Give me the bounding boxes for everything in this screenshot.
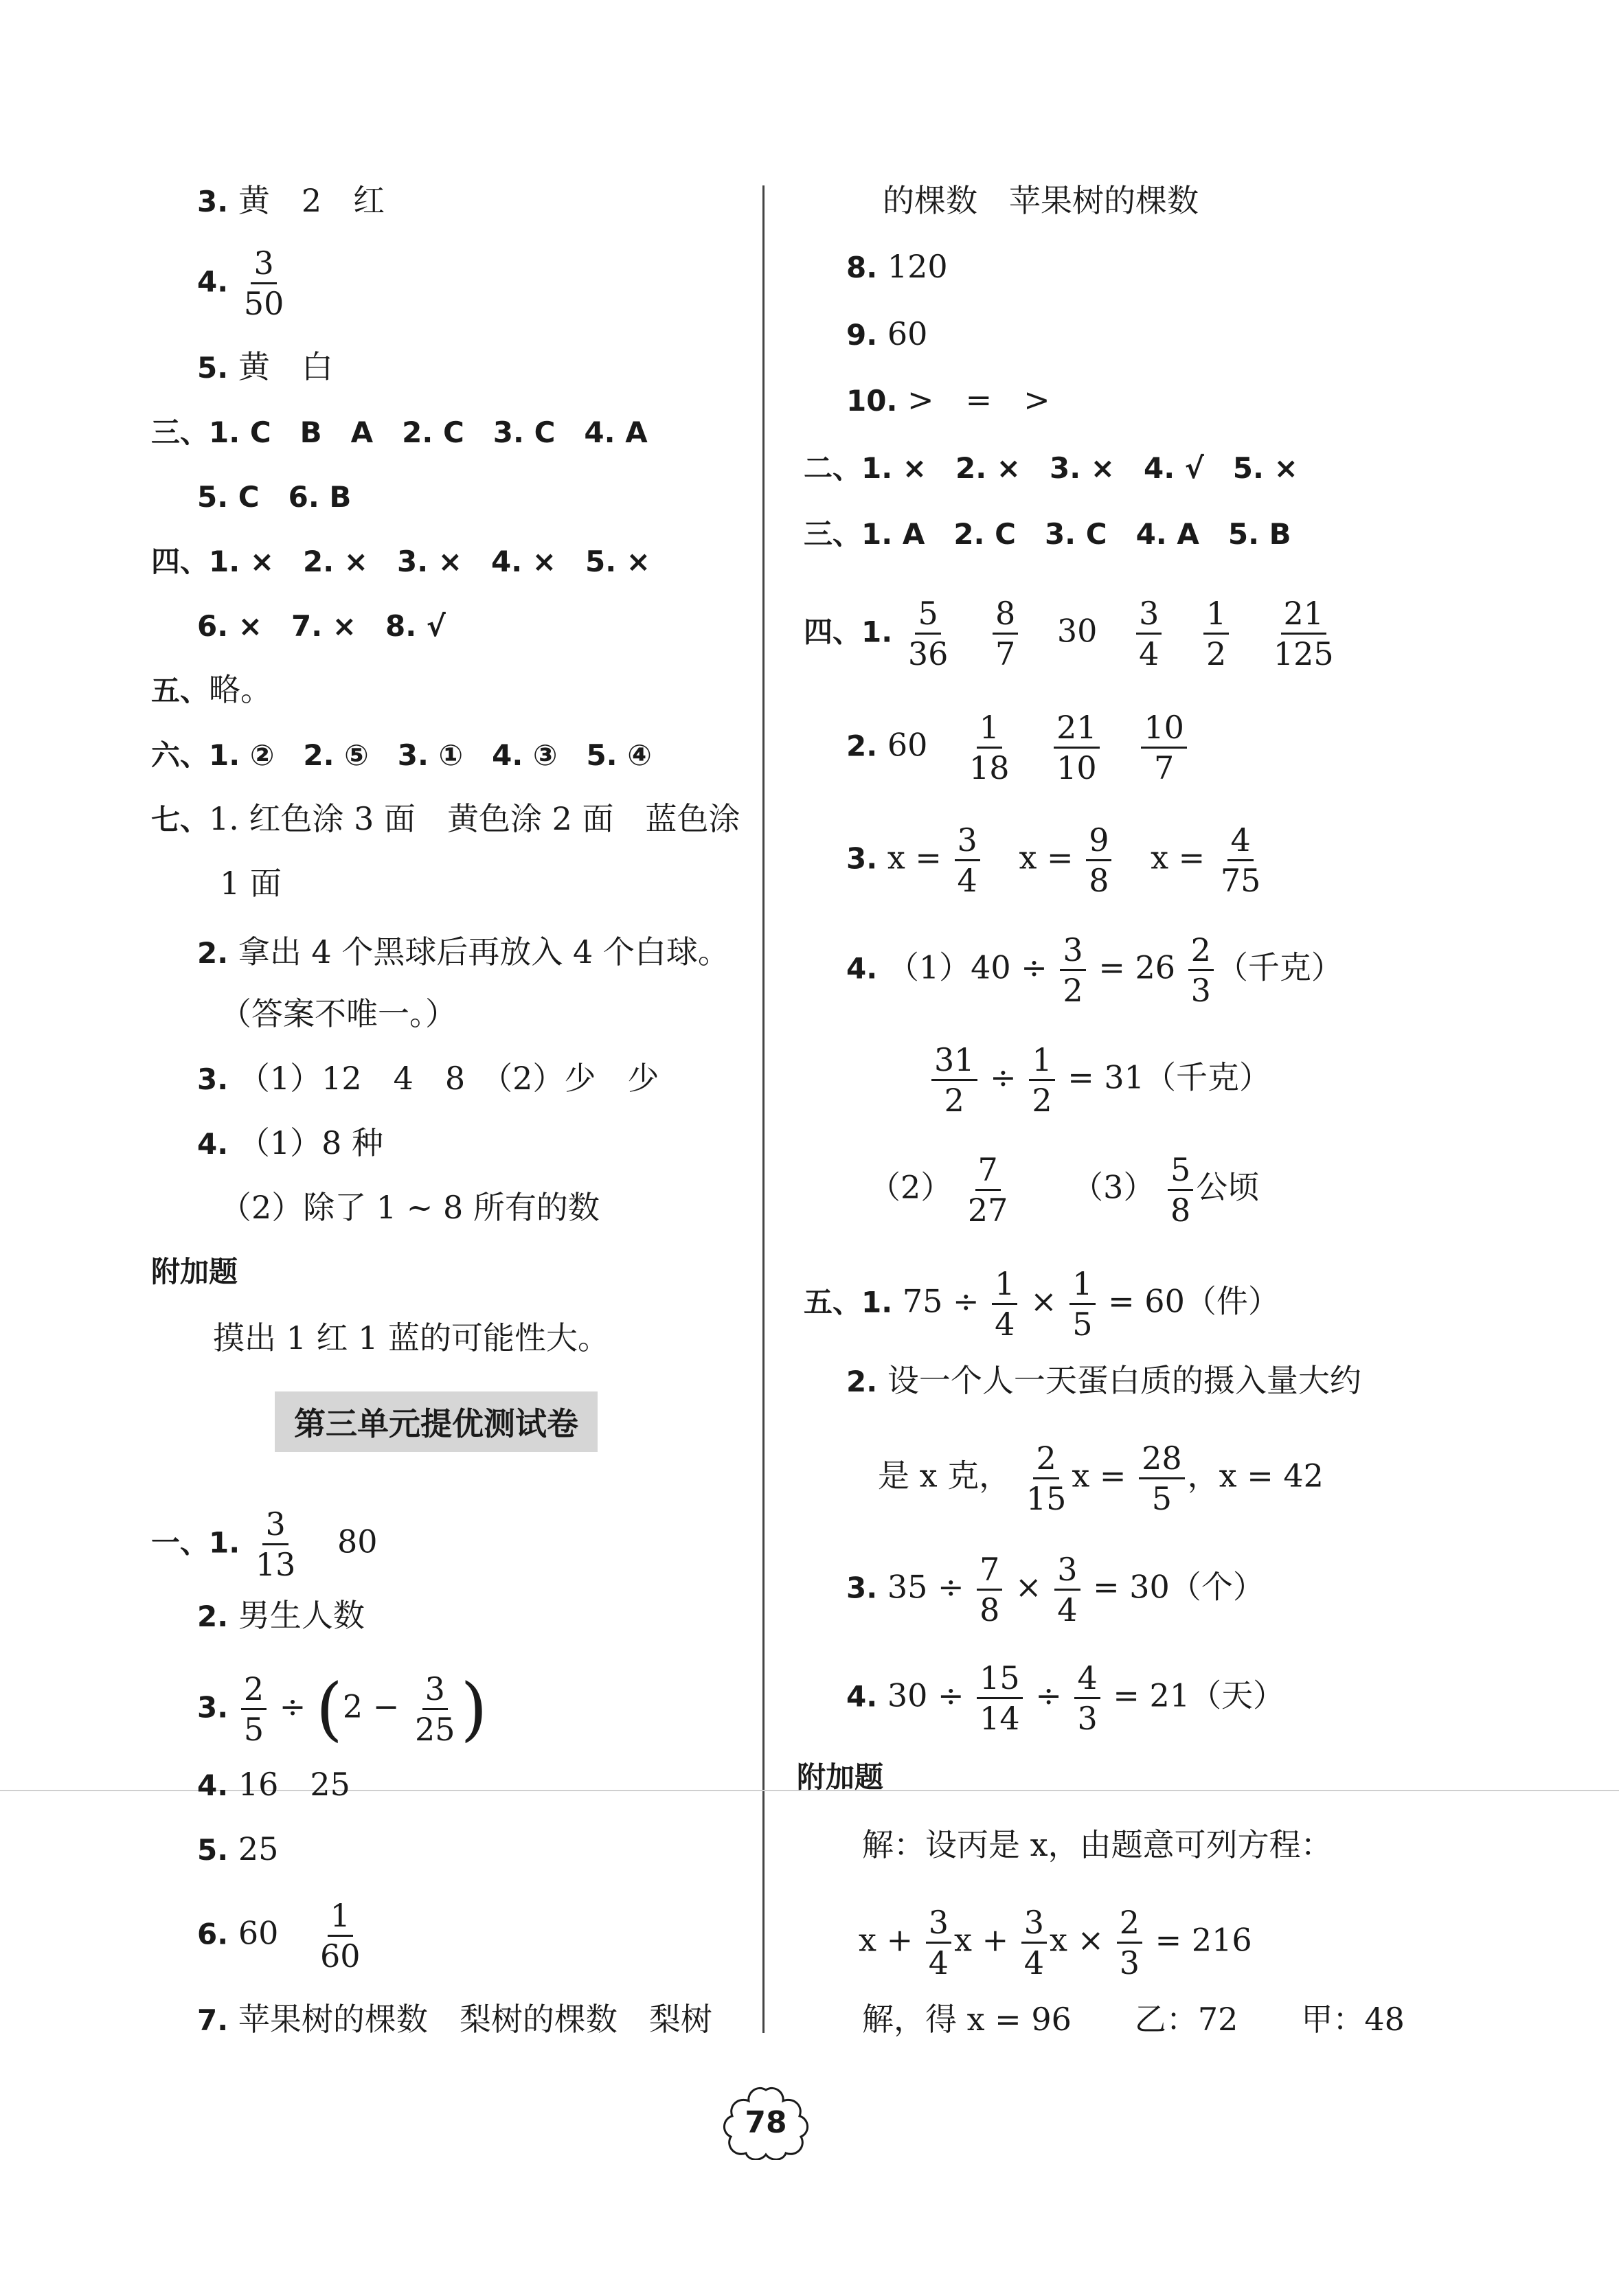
extra-heading: 附加题: [151, 1255, 238, 1288]
answer-line: 2. 60 $\frac{1}{18}$ $\frac{21}{10}$ $\frac{10}{7}$: [846, 712, 1190, 784]
answer-line: 四、1. × 2. × 3. × 4. × 5. ×: [151, 545, 650, 578]
fraction: $\frac{2}{15}$: [1026, 1440, 1067, 1517]
answer-line: 3. $\frac{2}{5}$ ÷ (2 − $\frac{3}{25}$ ): [197, 1668, 488, 1749]
fraction: $\frac{4}{75}$: [1220, 821, 1261, 899]
fraction: $\frac{3}{4}$: [1054, 1554, 1080, 1626]
answer-line: $\frac{31}{2}$ ÷ $\frac{1}{2}$ = 31（千克）: [929, 1044, 1271, 1116]
answer-line: 摸出 1 红 1 蓝的可能性大。: [213, 1319, 610, 1356]
answer-line: 解：设丙是 x，由题意可列方程：: [862, 1826, 1333, 1863]
fraction: $\frac{1}{18}$: [969, 709, 1010, 786]
fraction: $\frac{21}{125}$: [1273, 595, 1334, 672]
fraction: $\frac{3}{2}$: [1060, 934, 1085, 1006]
answer-line: x + $\frac{3}{4}$ x + $\frac{3}{4}$ x × $\frac{2}{3}$ = 216: [859, 1904, 1252, 1981]
fraction: $\frac{3}{25}$: [414, 1670, 455, 1748]
fraction: $\frac{10}{7}$: [1141, 712, 1187, 784]
answer-line: 四、1. $\frac{5}{36}$ $\frac{8}{7}$ 30 $\frac{3}{4}$ $\frac{1}{2}$ $\frac{21}{125}$: [804, 598, 1339, 670]
answer-line: 4. （1）8 种: [197, 1124, 383, 1161]
answer-line: 是 x 克， $\frac{2}{15}$ x = $\frac{28}{5}$ ，x = 42: [878, 1440, 1324, 1517]
section-title: 第三单元提优测试卷: [275, 1391, 598, 1452]
answer-line: 3. 黄 2 红: [197, 182, 385, 219]
fraction: $\frac{5}{36}$: [907, 595, 949, 672]
fraction: $\frac{1}{2}$: [1203, 598, 1229, 670]
answer-line: 六、1. ② 2. ⑤ 3. ① 4. ③ 5. ④: [151, 738, 652, 772]
answer-line: 4. 16 25: [197, 1766, 350, 1803]
fraction: $\frac{3}{4}$: [955, 824, 980, 896]
page-number-text: 78: [745, 2104, 787, 2140]
answer-line: 3. 35 ÷ $\frac{7}{8}$ × $\frac{3}{4}$ = 30（个）: [846, 1551, 1265, 1628]
answer-line: 8. 120: [846, 248, 948, 285]
answer-line: 7. 苹果树的棵数 梨树的棵数 梨树: [197, 2001, 712, 2038]
fraction: $\frac{15}{14}$: [977, 1662, 1023, 1734]
fraction: $\frac{2}{3}$: [1188, 934, 1214, 1006]
answer-line: 三、1. A 2. C 3. C 4. A 5. B: [804, 517, 1291, 551]
answer-line: 1 面: [220, 865, 282, 902]
fraction: $\frac{3}{50}$: [243, 245, 284, 322]
answer-line: 2. 设一个人一天蛋白质的摄入量大约: [846, 1362, 1361, 1399]
answer-line: 的棵数 苹果树的棵数: [883, 182, 1199, 219]
answer-line: 3. （1）12 4 8 （2）少 少: [197, 1060, 659, 1097]
answer-line: 9. 60: [846, 315, 928, 352]
answer-line: 5. 黄 白: [197, 348, 333, 385]
answer-line: 4. $\frac{3}{50}$: [197, 247, 289, 319]
answer-line: 4. （1）40 ÷ $\frac{3}{2}$ = 26 $\frac{2}{3}$ （千克）: [846, 931, 1343, 1009]
fraction: $\frac{1}{2}$: [1029, 1044, 1054, 1116]
answer-line: 解，得 x = 96 乙：72 甲：48: [862, 2001, 1405, 2038]
answer-line: 5. 25: [197, 1830, 279, 1867]
fraction: $\frac{3}{13}$: [255, 1505, 296, 1583]
answer-line: 五、略。: [151, 671, 273, 708]
answer-line: （答案不唯一。）: [220, 995, 457, 1032]
answer-line: 五、1. 75 ÷ $\frac{1}{4}$ × $\frac{1}{5}$ = 60（件）: [804, 1265, 1280, 1343]
fraction: $\frac{1}{5}$: [1069, 1268, 1095, 1340]
answer-line: 七、1. 红色涂 3 面 黄色涂 2 面 蓝色涂: [151, 800, 740, 837]
answer-line: 3. x = $\frac{3}{4}$ x = $\frac{9}{8}$ x = $\frac{4}{75}$: [846, 824, 1266, 896]
answer-line: 2. 男生人数: [197, 1597, 365, 1634]
fraction: $\frac{3}{4}$: [926, 1907, 951, 1979]
column-divider: [762, 185, 765, 2033]
answer-line: （2）除了 1 ~ 8 所有的数: [220, 1189, 600, 1226]
answer-line: 4. 30 ÷ $\frac{15}{14}$ ÷ $\frac{4}{3}$ = 21（天）: [846, 1659, 1285, 1737]
fraction: $\frac{31}{2}$: [931, 1044, 977, 1116]
fraction: $\frac{9}{8}$: [1086, 824, 1111, 896]
answer-line: 6. × 7. × 8. √: [197, 609, 446, 643]
fraction: $\frac{21}{10}$: [1054, 712, 1100, 784]
fraction: $\frac{28}{5}$: [1139, 1442, 1185, 1514]
fraction: $\frac{7}{27}$: [967, 1151, 1008, 1229]
answer-line: （2） $\frac{7}{27}$ （3） $\frac{5}{8}$ 公顷: [869, 1151, 1260, 1229]
fraction: $\frac{7}{8}$: [977, 1554, 1002, 1626]
answer-line: 5. C 6. B: [197, 480, 352, 514]
answer-line: 二、1. × 2. × 3. × 4. √ 5. ×: [804, 451, 1298, 485]
answer-line: 一、1. $\frac{3}{13}$ 80: [151, 1505, 378, 1583]
fraction: $\frac{2}{5}$: [241, 1673, 267, 1745]
page-number: [721, 2084, 811, 2160]
fraction: $\frac{3}{4}$: [1136, 598, 1162, 670]
fraction: $\frac{3}{4}$: [1021, 1907, 1047, 1979]
fraction: $\frac{5}{8}$: [1168, 1154, 1193, 1226]
fraction: $\frac{8}{7}$: [993, 598, 1018, 670]
fraction: $\frac{1}{4}$: [992, 1268, 1017, 1340]
fraction: $\frac{1}{60}$: [319, 1897, 361, 1975]
fraction: $\frac{2}{3}$: [1117, 1907, 1142, 1979]
answer-line: 6. 60 $\frac{1}{60}$: [197, 1900, 366, 1972]
answer-line: 三、1. C B A 2. C 3. C 4. A: [151, 416, 648, 449]
fraction: $\frac{4}{3}$: [1074, 1662, 1100, 1734]
answer-line: 2. 拿出 4 个黑球后再放入 4 个白球。: [197, 933, 729, 970]
extra-heading: 附加题: [797, 1760, 884, 1794]
answer-line: 10. > = >: [846, 381, 1050, 418]
